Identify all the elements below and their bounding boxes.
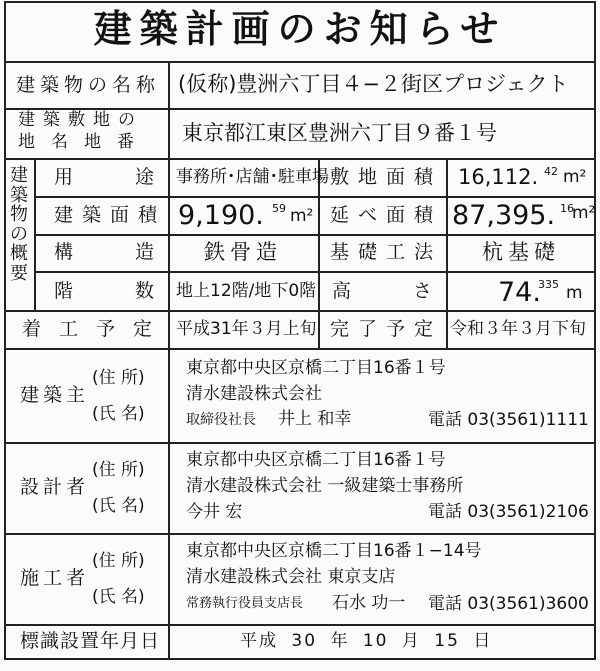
overview-char-4: 概 <box>10 243 28 264</box>
designer-role: 設計者 <box>20 476 90 498</box>
structure-value: 鉄骨造 <box>204 240 282 264</box>
building-name-label: 建築物の名称 <box>16 74 161 96</box>
owner-person: 井上 和幸 <box>278 409 352 429</box>
col-label-right <box>168 61 170 658</box>
contractor-company: 清水建設株式会社 東京支店 <box>186 567 396 587</box>
rule-site <box>4 158 596 160</box>
start-label: 着工予定 <box>22 318 171 340</box>
overview-side-label <box>7 166 31 283</box>
contractor-person: 石水 功一 <box>332 593 406 613</box>
finish-value: 令和３年３月下旬 <box>450 319 586 339</box>
overview-char-1: 築 <box>10 184 28 206</box>
designer-address-label: (住 所) <box>92 460 145 480</box>
overview-char-3: の <box>10 223 28 245</box>
rule-ov2 <box>34 234 596 236</box>
site-address-value: 東京都江東区豊洲六丁目９番１号 <box>182 121 497 145</box>
rule-schedule <box>4 348 596 350</box>
height-decimal: 335 <box>538 278 559 291</box>
site-area-unit: m² <box>563 167 587 187</box>
contractor-phone: 電話 03(3561)3600 <box>428 594 589 614</box>
contractor-role: 施工者 <box>20 567 90 589</box>
floor-area-decimal: 16 <box>560 202 574 215</box>
designer-company: 清水建設株式会社 一級建築士事務所 <box>186 476 464 496</box>
frame-left <box>4 1 6 660</box>
posted-label: 標識設置年月日 <box>20 630 161 652</box>
designer-person: 今井 宏 <box>186 502 243 522</box>
site-area-label: 敷地面積 <box>330 166 443 188</box>
posted-value: 平成 30 年 10 月 15 日 <box>240 631 493 651</box>
owner-company: 清水建設株式会社 <box>186 384 322 404</box>
rule-ov3 <box>34 271 596 273</box>
overview-char-2: 物 <box>10 204 28 225</box>
building-name-value: (仮称)豊洲六丁目４−２街区プロジェクト <box>178 72 569 96</box>
foundation-label: 基礎工法 <box>330 241 443 263</box>
building-area-value: 9,190. <box>178 200 264 231</box>
contractor-title: 常務執行役員支店長 <box>186 596 304 611</box>
page-title: 建築計画のお知らせ <box>93 7 507 51</box>
owner-title: 取締役社長 <box>186 412 256 428</box>
col-overview-side <box>34 158 36 310</box>
floor-area-unit: m² <box>572 203 596 223</box>
building-area-unit: m² <box>290 206 314 226</box>
frame-bottom <box>4 658 596 660</box>
overview-char-0: 建 <box>10 165 28 186</box>
start-value: 平成31年３月上旬 <box>176 319 317 339</box>
rule-under-title <box>4 61 596 63</box>
owner-role: 建築主 <box>20 384 90 406</box>
height-value: 74. <box>498 277 541 308</box>
owner-address-label: (住 所) <box>92 368 145 388</box>
designer-name-label: (氏 名) <box>92 496 145 516</box>
site-area-value: 16,112. <box>458 165 539 189</box>
height-label: 高さ <box>332 280 495 302</box>
finish-label: 完了予定 <box>330 318 443 340</box>
building-area-decimal: 59 <box>272 202 286 215</box>
contractor-address-label: (住 所) <box>92 551 145 571</box>
rule-ov1 <box>34 196 596 198</box>
designer-address: 東京都中央区京橋二丁目16番１号 <box>186 450 446 470</box>
site-label-line2: 地名地番 <box>18 132 150 152</box>
floor-area-label: 延べ面積 <box>330 204 443 226</box>
overview-char-5: 要 <box>10 262 28 284</box>
rule-contractor <box>4 624 596 626</box>
rule-ov4 <box>4 310 596 312</box>
rule-designer <box>4 533 596 535</box>
height-unit: m <box>566 283 583 303</box>
site-label-line1: 建築敷地の <box>18 110 143 130</box>
owner-phone: 電話 03(3561)1111 <box>428 410 589 430</box>
structure-label: 構造 <box>54 241 217 263</box>
site-area-decimal: 42 <box>544 165 558 178</box>
contractor-name-label: (氏 名) <box>92 587 145 607</box>
floors-label: 階数 <box>54 280 217 302</box>
frame-right <box>594 1 596 660</box>
use-label: 用途 <box>54 166 217 188</box>
floors-value: 地上12階/地下0階 <box>176 281 317 301</box>
frame-top <box>4 1 596 3</box>
owner-name-label: (氏 名) <box>92 404 145 424</box>
floor-area-value: 87,395. <box>452 200 556 231</box>
col-mid-right <box>446 158 448 348</box>
use-value: 事務所･店舗･駐車場 <box>176 167 329 187</box>
owner-address: 東京都中央区京橋二丁目16番１号 <box>186 358 446 378</box>
contractor-address: 東京都中央区京橋二丁目16番１−14号 <box>186 541 482 561</box>
foundation-value: 杭基礎 <box>482 240 560 264</box>
rule-owner <box>4 442 596 444</box>
designer-phone: 電話 03(3561)2106 <box>428 502 589 522</box>
building-area-label: 建築面積 <box>54 204 167 226</box>
